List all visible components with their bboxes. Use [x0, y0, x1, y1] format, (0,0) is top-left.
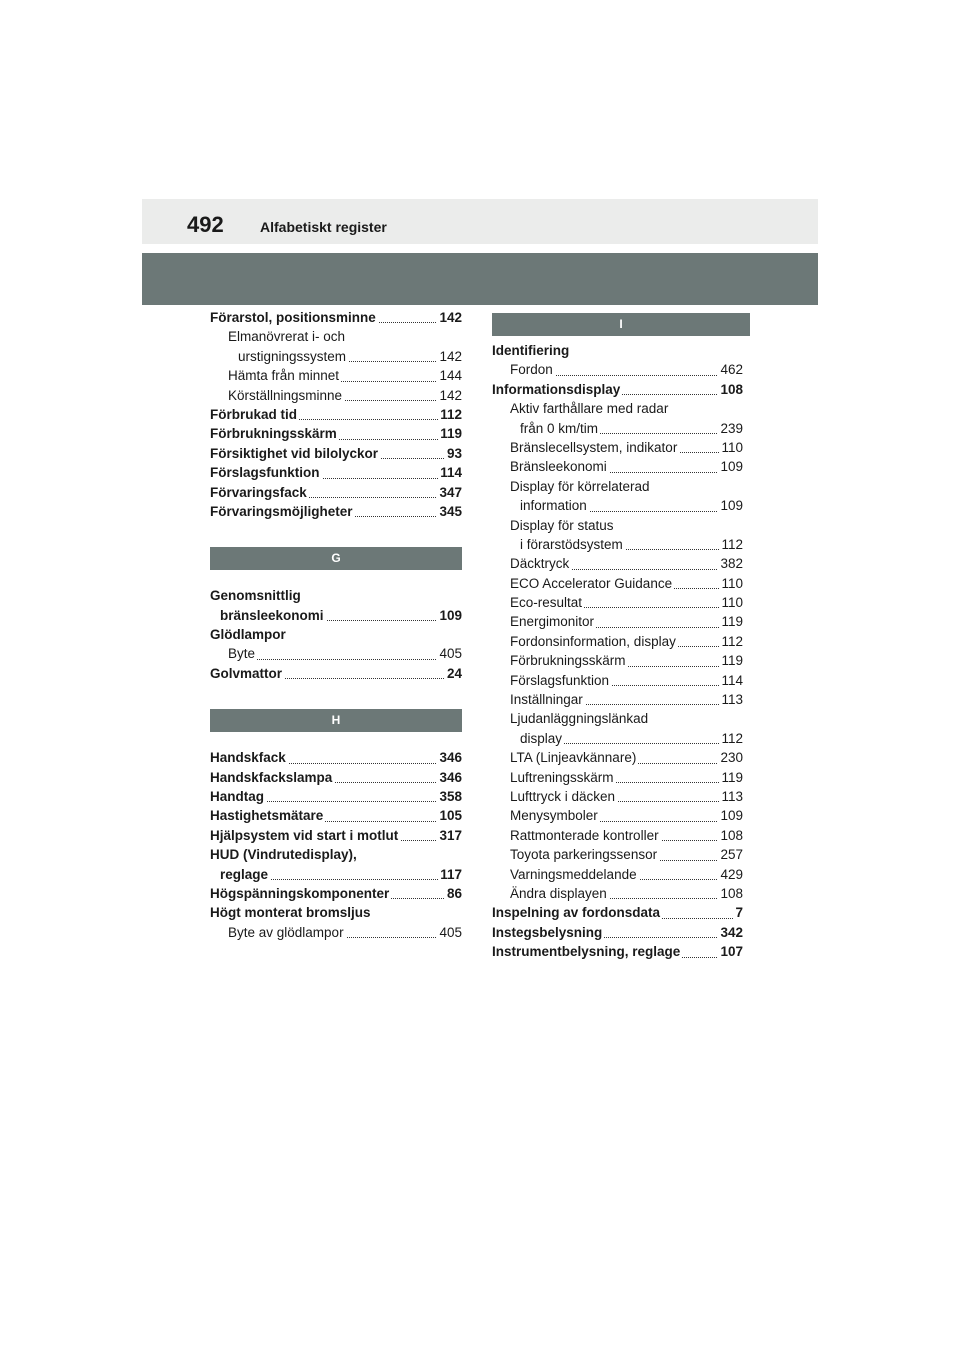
index-term: Ändra displayen	[510, 885, 607, 901]
index-entry	[210, 405, 462, 424]
index-entry	[210, 664, 462, 683]
index-entry	[210, 787, 462, 806]
index-entry	[210, 444, 462, 463]
index-term: Instrumentbelysning, reglage	[492, 944, 681, 960]
index-entry	[492, 341, 743, 360]
index-page-number: 230	[718, 748, 743, 767]
index-entry	[510, 593, 743, 612]
index-term: Bränslecellsystem, indikator	[510, 439, 678, 455]
index-page-number: 109	[718, 806, 743, 825]
index-term: Energimonitor	[510, 614, 595, 630]
index-term: Varningsmeddelande	[510, 866, 637, 882]
index-entry	[210, 768, 462, 787]
index-page-number: 462	[718, 360, 743, 379]
index-term: Eco-resultat	[510, 595, 583, 611]
index-page-number: 142	[437, 386, 462, 405]
index-entry	[510, 477, 743, 496]
index-entry	[510, 399, 743, 418]
index-page-number: 317	[437, 826, 462, 845]
index-page-number: 114	[719, 671, 743, 690]
index-group-h	[210, 748, 462, 942]
index-entry	[210, 903, 462, 922]
index-term: Hastighetsmätare	[210, 808, 324, 824]
index-term: Fordonsinformation, display	[510, 633, 676, 649]
index-term: Försiktighet vid bilolyckor	[210, 445, 379, 461]
letter-heading-g: G	[210, 547, 462, 570]
index-entry	[210, 748, 462, 767]
index-term: Hämta från minnet	[228, 368, 340, 384]
index-entry	[210, 586, 462, 605]
index-entry	[210, 308, 462, 327]
index-term: Handskfack	[210, 750, 286, 766]
index-term: Förarstol, positionsminne	[210, 310, 376, 325]
index-entry	[492, 903, 743, 922]
index-page-number: 108	[718, 380, 743, 399]
index-page-number: 257	[718, 845, 743, 864]
index-term: Glödlampor	[210, 627, 286, 643]
index-term: display	[520, 730, 563, 746]
section-title: Alfabetiskt register	[260, 219, 387, 235]
index-entry	[520, 496, 743, 515]
index-term: Inspelning av fordonsdata	[492, 905, 661, 921]
index-entry	[510, 574, 743, 593]
index-term: Handtag	[210, 789, 264, 805]
index-entry	[510, 360, 743, 379]
index-entry	[210, 625, 462, 644]
index-page-number: 345	[437, 502, 462, 521]
letter-heading-i: I	[492, 313, 750, 336]
index-page-number: 86	[445, 884, 462, 903]
index-term: LTA (Linjeavkännare)	[510, 750, 637, 766]
index-page-number: 142	[437, 347, 462, 366]
index-entry	[238, 347, 462, 366]
index-entry	[510, 438, 743, 457]
index-entry	[228, 923, 462, 942]
index-group-g	[210, 586, 462, 683]
index-page-number: 346	[437, 768, 462, 787]
index-page-number: 114	[438, 463, 462, 482]
index-page-number: 144	[437, 366, 462, 385]
index-term: Handskfackslampa	[210, 769, 333, 785]
index-term: bränsleekonomi	[220, 607, 324, 623]
index-term: Byte av glödlampor	[228, 924, 344, 940]
index-entry	[510, 671, 743, 690]
index-page-number: 347	[437, 483, 462, 502]
index-entry	[510, 787, 743, 806]
index-page-number: 113	[719, 690, 743, 709]
index-page-number: 112	[719, 535, 743, 554]
index-term: Högspänningskomponenter	[210, 885, 390, 901]
index-page-number: 119	[719, 651, 743, 670]
index-entry	[228, 327, 462, 346]
index-page-number: 142	[437, 308, 462, 327]
index-entry	[210, 826, 462, 845]
index-page-number: 358	[437, 787, 462, 806]
index-term: Förvaringsmöjligheter	[210, 503, 353, 519]
index-page-number: 109	[718, 496, 743, 515]
index-entry	[510, 806, 743, 825]
index-page-number: 110	[719, 438, 743, 457]
index-page-number: 7	[733, 903, 743, 922]
index-entry	[510, 826, 743, 845]
index-term: Luftreningsskärm	[510, 769, 614, 785]
index-entry	[210, 502, 462, 521]
header-dark-band	[142, 253, 818, 305]
index-entry	[210, 483, 462, 502]
index-term: Instegsbelysning	[492, 924, 603, 940]
index-term: urstigningssystem	[238, 348, 347, 364]
index-entry	[510, 632, 743, 651]
index-entry	[510, 884, 743, 903]
index-page-number: 346	[437, 748, 462, 767]
index-page-number: 405	[437, 644, 462, 663]
index-page-number: 108	[718, 826, 743, 845]
index-term: Golvmattor	[210, 665, 283, 681]
index-page-number: 429	[718, 865, 743, 884]
index-entry	[510, 690, 743, 709]
index-entry	[228, 386, 462, 405]
index-entry	[492, 380, 743, 399]
index-entry	[210, 845, 462, 864]
index-entry	[520, 535, 743, 554]
index-page-number: 382	[718, 554, 743, 573]
index-page-number: 119	[719, 768, 743, 787]
index-term: Toyota parkeringssensor	[510, 847, 658, 863]
index-page-number: 109	[437, 606, 462, 625]
index-entry	[510, 748, 743, 767]
index-entry	[220, 865, 462, 884]
index-term: Förbrukad tid	[210, 406, 297, 422]
index-entry	[510, 768, 743, 787]
index-term: Menysymboler	[510, 808, 598, 824]
index-page-number: 112	[438, 405, 462, 424]
index-term: Bränsleekonomi	[510, 459, 607, 475]
index-term: Byte	[228, 646, 256, 662]
index-page-number: 107	[718, 942, 743, 961]
index-page-number: 112	[719, 632, 743, 651]
index-entry	[210, 884, 462, 903]
index-term: Genomsnittlig	[210, 588, 301, 604]
index-page-number: 119	[438, 424, 462, 443]
index-term: från 0 km/tim	[520, 420, 599, 436]
index-page-number: 109	[718, 457, 743, 476]
index-page-number: 112	[719, 729, 743, 748]
index-page-number: 117	[438, 865, 462, 884]
index-entry	[228, 644, 462, 663]
index-page-number: 105	[437, 806, 462, 825]
index-column-left	[210, 308, 462, 942]
index-term: Hjälpsystem vid start i motlut	[210, 827, 399, 843]
index-entry	[520, 419, 743, 438]
index-term: Fordon	[510, 362, 553, 378]
page-number: 492	[187, 212, 224, 237]
index-term: Förvaringsfack	[210, 484, 307, 500]
index-term: HUD (Vindrutedisplay),	[210, 847, 357, 863]
dot-leader	[228, 659, 462, 660]
index-entry	[220, 606, 462, 625]
index-term: Aktiv farthållare med radar	[510, 401, 669, 417]
index-entry	[210, 424, 462, 443]
index-term: ECO Accelerator Guidance	[510, 575, 673, 591]
index-page-number: 405	[437, 923, 462, 942]
index-entry	[510, 457, 743, 476]
index-term: reglage	[220, 866, 269, 882]
index-page-number: 119	[719, 612, 743, 631]
index-entry	[228, 366, 462, 385]
index-term: Förbrukningsskärm	[210, 426, 337, 442]
index-page-number: 342	[718, 923, 743, 942]
index-term: Rattmonterade kontroller	[510, 827, 659, 843]
index-entry	[492, 942, 743, 961]
index-entry	[510, 612, 743, 631]
index-entry	[210, 806, 462, 825]
index-group-i	[492, 341, 743, 962]
index-page-number: 110	[719, 593, 743, 612]
index-term: Inställningar	[510, 692, 583, 708]
index-term: Informationsdisplay	[492, 381, 621, 397]
index-term: Förslagsfunktion	[210, 465, 320, 481]
index-entry	[520, 729, 743, 748]
index-entry	[510, 845, 743, 864]
index-page-number: 239	[718, 419, 743, 438]
index-group-f	[210, 308, 462, 521]
index-term: Identifiering	[492, 343, 570, 358]
index-term: Display för status	[510, 517, 614, 533]
index-page-number: 24	[445, 664, 462, 683]
index-term: Elmanövrerat i- och	[228, 329, 346, 345]
index-term: Förbrukningsskärm	[510, 653, 626, 669]
index-term: Display för körrelaterad	[510, 478, 650, 494]
index-term: Lufttryck i däcken	[510, 788, 616, 804]
index-entry	[492, 923, 743, 942]
index-entry	[510, 516, 743, 535]
index-entry	[210, 463, 462, 482]
index-column-right	[492, 341, 743, 962]
index-page-number: 113	[719, 787, 743, 806]
index-page-number: 110	[719, 574, 743, 593]
index-entry	[510, 709, 743, 728]
index-entry	[510, 865, 743, 884]
index-term: Högt monterat bromsljus	[210, 905, 371, 921]
index-page-number: 93	[445, 444, 462, 463]
header-band	[142, 199, 818, 244]
index-term: Körställningsminne	[228, 387, 343, 403]
letter-heading-h: H	[210, 709, 462, 732]
index-term: Däcktryck	[510, 556, 570, 572]
index-entry	[510, 651, 743, 670]
index-term: information	[520, 498, 587, 514]
index-page-number: 108	[718, 884, 743, 903]
index-term: Förslagsfunktion	[510, 672, 610, 688]
index-term: Ljudanläggningslänkad	[510, 711, 649, 727]
index-entry	[510, 554, 743, 573]
index-term: i förarstödsystem	[520, 536, 623, 552]
